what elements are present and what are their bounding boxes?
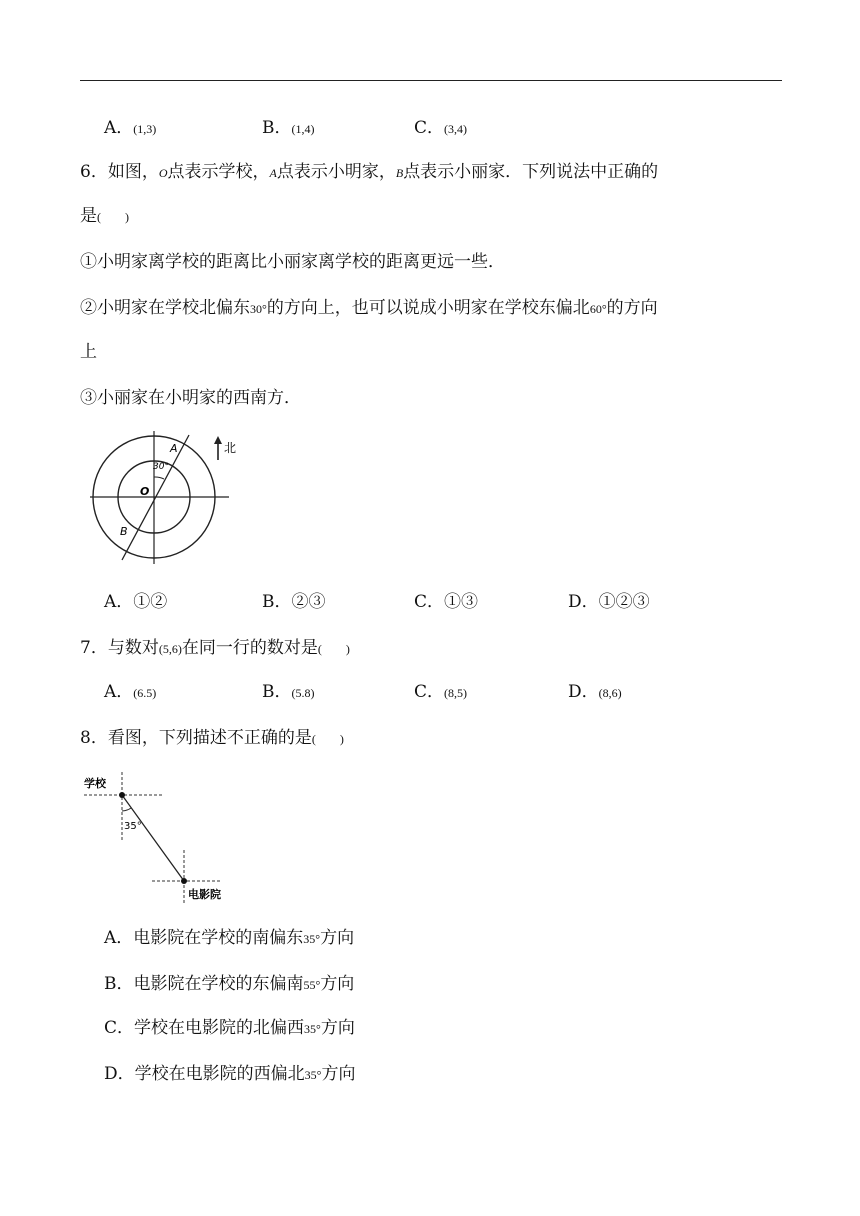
q6-statement-1: ①小明家离学校的距离比小丽家离学校的距离更远一些．	[80, 252, 505, 272]
q6-stem-line1: 6．如图，O点表示学校，A点表示小明家，B点表示小丽家．下列说法中正确的	[80, 162, 659, 182]
q5-option-c[interactable]: C．(3,4)	[414, 118, 468, 138]
q8-option-b[interactable]: B．电影院在学校的东偏南55°方向	[104, 974, 355, 994]
school-point	[119, 792, 125, 798]
angle-label: 30°	[153, 462, 169, 472]
q6-figure-concentric-circles	[84, 428, 254, 568]
point-b-label: B	[120, 525, 128, 538]
angle-35-label: 35°	[124, 821, 142, 832]
q8-figure-school-cinema	[82, 770, 232, 905]
header-rule	[80, 80, 782, 81]
school-cinema-line	[122, 795, 184, 881]
q8-option-a[interactable]: A．电影院在学校的南偏东35°方向	[104, 928, 355, 948]
q6-statement-3: ③小丽家在小明家的西南方．	[80, 388, 301, 408]
q6-option-b[interactable]: B．②③	[262, 592, 326, 612]
q6-stem-line2: 是( )	[80, 206, 129, 226]
cinema-label: 电影院	[188, 888, 221, 901]
angle-arc-35	[122, 808, 131, 811]
north-label: 北	[224, 441, 237, 455]
q6-option-a[interactable]: A．①②	[104, 592, 168, 612]
north-arrow-icon	[214, 436, 222, 460]
school-label: 学校	[84, 777, 106, 790]
point-o-label: O	[140, 485, 150, 498]
q6-statement-2-cont: 上	[80, 342, 97, 362]
point-a-label: A	[170, 442, 178, 455]
q7-option-c[interactable]: C．(8,5)	[414, 682, 468, 702]
q8-option-c[interactable]: C．学校在电影院的北偏西35°方向	[104, 1018, 355, 1038]
q6-option-c[interactable]: C．①③	[414, 592, 479, 612]
cinema-point	[181, 878, 187, 884]
q8-stem: 8．看图，下列描述不正确的是( )	[80, 728, 344, 748]
q7-option-a[interactable]: A．(6.5)	[104, 682, 157, 702]
q7-option-d[interactable]: D．(8,6)	[568, 682, 622, 702]
q7-option-b[interactable]: B．(5.8)	[262, 682, 315, 702]
q8-option-d[interactable]: D．学校在电影院的西偏北35°方向	[104, 1064, 356, 1084]
q6-statement-2: ②小明家在学校北偏东30°的方向上，也可以说成小明家在学校东偏北60°的方向	[80, 298, 658, 318]
angle-arc	[154, 477, 164, 479]
q6-option-d[interactable]: D．①②③	[568, 592, 650, 612]
q5-option-b[interactable]: B．(1,4)	[262, 118, 315, 138]
q7-stem: 7．与数对(5,6)在同一行的数对是( )	[80, 638, 350, 658]
q5-option-a[interactable]: A．(1,3)	[104, 118, 157, 138]
